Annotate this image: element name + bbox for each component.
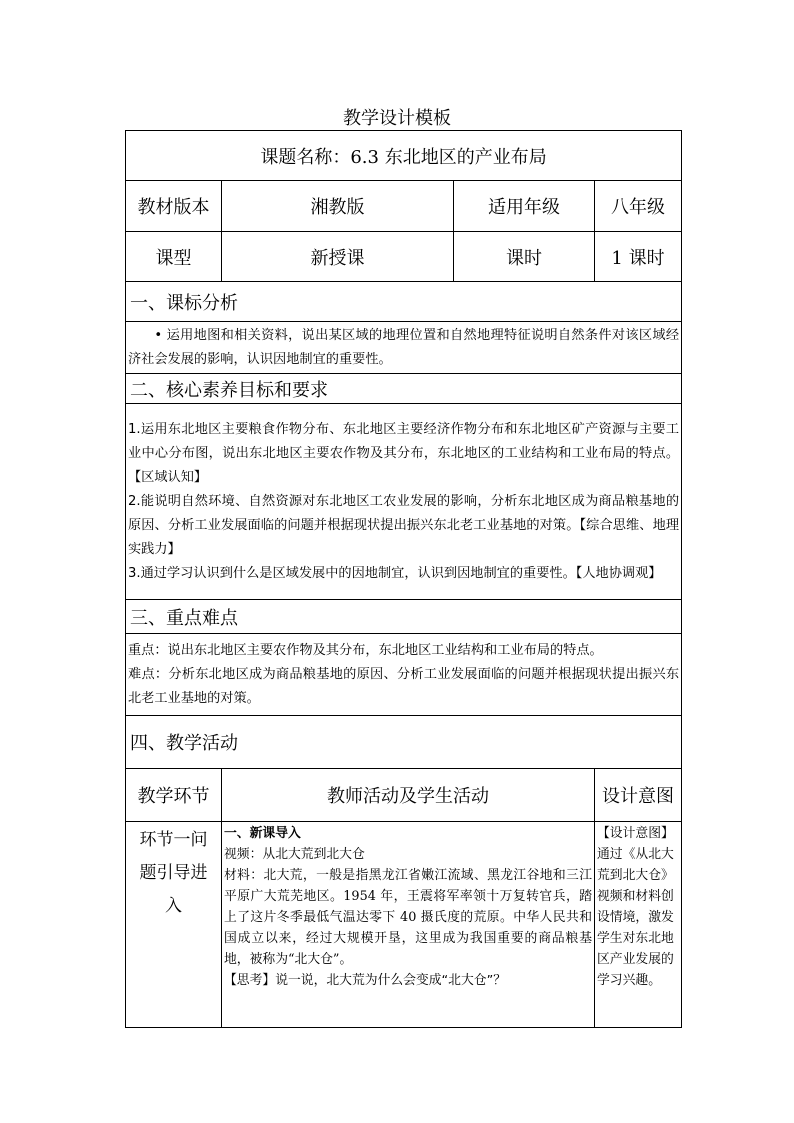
objective-2: 2.能说明自然环境、自然资源对东北地区工农业发展的影响，分析东北地区成为商品粮基地的原因、分析工业发展面临的问题并根据现状提出振兴东北老工业基地的对策。【综合思维、地理实践力】 <box>128 493 680 557</box>
period-label: 课时 <box>454 232 595 282</box>
activity-heading: 一、新课导入 <box>224 826 301 841</box>
document-title: 教学设计模板 <box>343 108 451 129</box>
activity-material: 材料：北大荒，一般是指黑龙江省嫩江流域、黑龙江谷地和三江平原广大荒芜地区。1954 年，王震将军率领十万复转官兵，踏上了这片冬季最低气温达零下 40 摄氏度的荒原。中华人民共和国成立以来，经过大规模开垦，这里成为我国重要的商品粮基地，被称为“北大仓”。 <box>224 868 592 967</box>
col-stage-header: 教学环节 <box>126 769 222 822</box>
difficult-point: 难点：分析东北地区成为商品粮基地的原因、分析工业发展面临的问题并根据现状提出振兴东北老工业基地的对策。 <box>128 666 680 706</box>
lesson-name: 课题名称：6.3 东北地区的产业布局 <box>126 131 682 181</box>
type-value: 新授课 <box>222 232 454 282</box>
col-intent-header: 设计意图 <box>595 769 682 822</box>
activity-think: 【思考】说一说，北大荒为什么会变成“北大仓”？ <box>224 973 506 988</box>
lesson-plan-table <box>125 130 682 1028</box>
section1-heading: 一、课标分析 <box>126 282 682 322</box>
type-label: 课型 <box>126 232 222 282</box>
col-activity-header: 教师活动及学生活动 <box>222 769 595 822</box>
objective-1: 1.运用东北地区主要粮食作物分布、东北地区主要经济作物分布和东北地区矿产资源与主要工业中心分布图，说出东北地区主要农作物及其分布，东北地区的工业结构和工业布局的特点。【区域认知】 <box>128 421 680 485</box>
section3-heading: 三、重点难点 <box>126 600 682 634</box>
edition-value: 湘教版 <box>222 181 454 232</box>
intent-cell <box>595 822 682 1028</box>
grade-value: 八年级 <box>595 181 682 232</box>
stage-1-label: 环节一问题引导进入 <box>139 830 208 916</box>
curriculum-standard-text: • 运用地图和相关资料，说出某区域的地理位置和自然地理特征说明自然条件对该区域经济社会发展的影响，认识因地制宜的重要性。 <box>128 327 680 367</box>
section4-heading: 四、教学活动 <box>126 716 682 769</box>
period-value: 1 课时 <box>595 232 682 282</box>
objective-3: 3.通过学习认识到什么是区域发展中的因地制宜，认识到因地制宜的重要性。【人地协调观】 <box>128 565 662 581</box>
stage-1-cell <box>126 822 222 1028</box>
activity-cell <box>222 822 595 1028</box>
edition-label: 教材版本 <box>126 181 222 232</box>
key-point: 重点：说出东北地区主要农作物及其分布，东北地区工业结构和工业布局的特点。 <box>128 642 603 658</box>
activity-video: 视频：从北大荒到北大仓 <box>224 847 365 862</box>
grade-label: 适用年级 <box>454 181 595 232</box>
design-intent-text: 【设计意图】通过《从北大荒到北大仓》视频和材料创设情境，激发学生对东北地区产业发展的学习兴趣。 <box>597 826 674 988</box>
section2-heading: 二、核心素养目标和要求 <box>126 374 682 404</box>
